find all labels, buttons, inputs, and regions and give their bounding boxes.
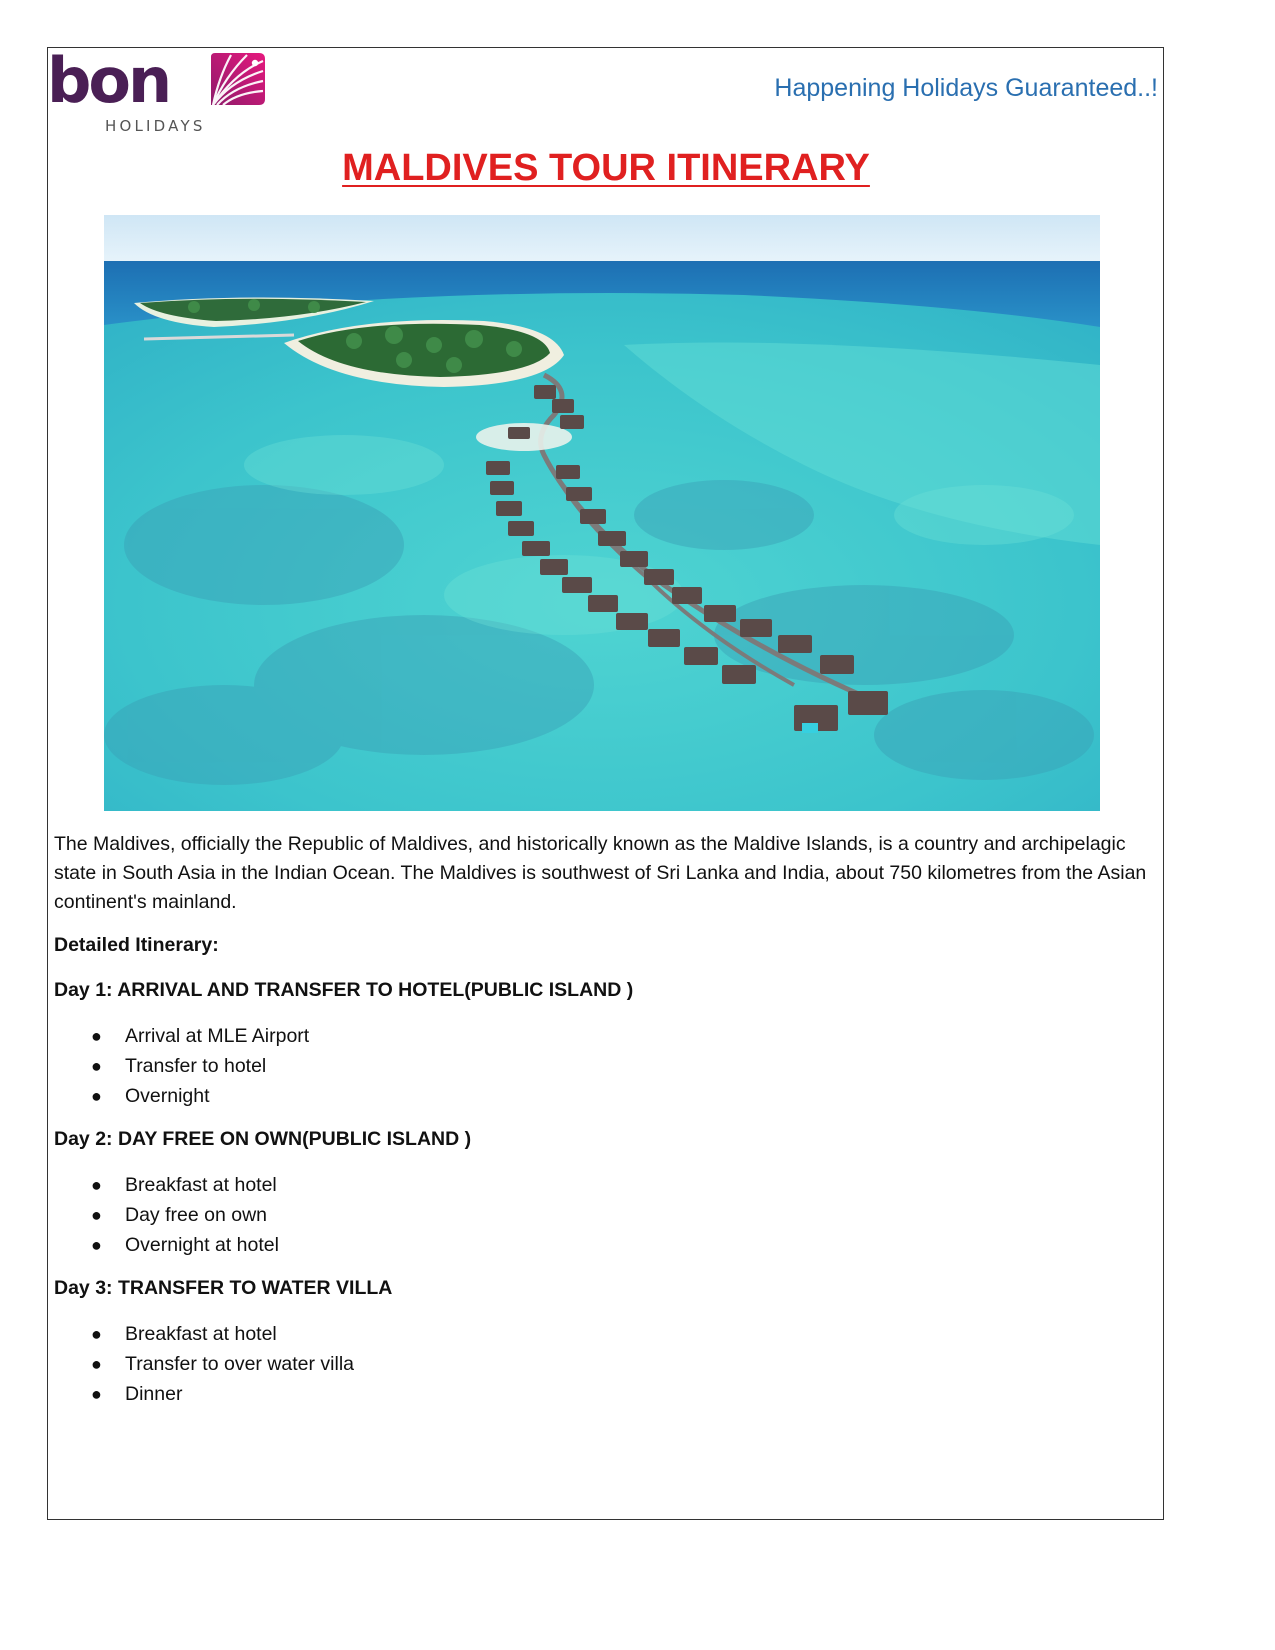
bullet-icon: ● [91,1205,102,1225]
page-title: MALDIVES TOUR ITINERARY [342,147,870,189]
bullet-icon: ● [91,1026,102,1046]
day-1-section [54,976,1154,1111]
bullet-icon: ● [91,1086,102,1106]
list-item [54,1200,1154,1230]
list-item [54,1021,1154,1051]
day-1-list [54,1021,1154,1111]
itinerary-heading: Detailed Itinerary: [54,934,219,956]
day-2-section [54,1125,1154,1260]
bullet-icon: ● [91,1235,102,1255]
intro-paragraph: The Maldives, officially the Republic of Maldives, and historically known as the Maldive Islands, is a country and archipelagic state in South Asia in the Indian Ocean. The Maldives is southwest of Sri Lanka and India, about 750 kilometres from the Asian continent's mainland. [54,833,1147,913]
list-item-text: Breakfast at hotel [125,1323,277,1345]
bullet-icon: ● [91,1175,102,1195]
sunburst-logo-icon [207,51,267,107]
day-3-section [54,1274,1154,1409]
list-item-text: Dinner [125,1383,183,1405]
list-item [54,1081,1154,1111]
list-item-text: Arrival at MLE Airport [125,1025,310,1047]
logo-subtitle: HOLIDAYS [105,117,206,135]
bon-holidays-logo [47,44,277,139]
logo-wordmark: bon [47,44,170,117]
list-item [54,1349,1154,1379]
bullet-icon: ● [91,1324,102,1344]
list-item-text: Overnight at hotel [125,1234,279,1256]
bullet-icon: ● [91,1354,102,1374]
day-2-list [54,1170,1154,1260]
day-1-heading: Day 1: ARRIVAL AND TRANSFER TO HOTEL(PUBLIC ISLAND ) [54,979,634,1001]
list-item [54,1319,1154,1349]
list-item-text: Overnight [125,1085,210,1107]
tagline: Happening Holidays Guaranteed..! [774,74,1158,102]
list-item [54,1379,1154,1409]
maldives-aerial-illustration [104,215,1100,811]
bullet-icon: ● [91,1056,102,1076]
maldives-aerial-photo [104,215,1100,811]
list-item [54,1230,1154,1260]
list-item-text: Transfer to hotel [125,1055,267,1077]
day-3-heading: Day 3: TRANSFER TO WATER VILLA [54,1277,393,1299]
bullet-icon: ● [91,1384,102,1404]
list-item [54,1051,1154,1081]
day-3-list [54,1319,1154,1409]
list-item-text: Breakfast at hotel [125,1174,277,1196]
list-item [54,1170,1154,1200]
list-item-text: Day free on own [125,1204,267,1226]
itinerary-content [54,830,1154,1423]
day-2-heading: Day 2: DAY FREE ON OWN(PUBLIC ISLAND ) [54,1128,472,1150]
list-item-text: Transfer to over water villa [125,1353,355,1375]
